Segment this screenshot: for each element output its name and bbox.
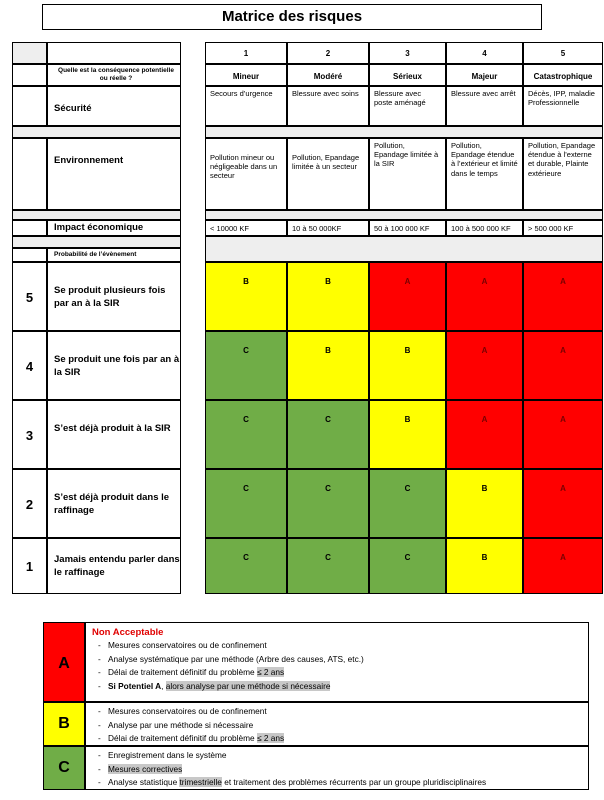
risk-cell: C: [369, 469, 446, 538]
risk-cell: B: [369, 331, 446, 400]
securite-value: Blessure avec arrêt: [446, 86, 523, 126]
impact-left: [12, 220, 47, 236]
matrix-row-label: S’est déjà produit dans le raffinage: [47, 469, 181, 538]
environnement-label: Environnement: [47, 138, 181, 210]
severity-level: Modéré: [287, 64, 369, 86]
corner-cell: [12, 42, 47, 64]
legend-c-item3-text: Analyse statistique: [108, 777, 180, 787]
impact-value: 100 à 500 000 KF: [446, 220, 523, 236]
question-left: [12, 64, 47, 86]
legend-a-item4-text: ,: [161, 680, 166, 691]
severity-number: 3: [369, 42, 446, 64]
legend-a-title: Non Acceptable: [92, 627, 164, 638]
legend-a-item: - Mesures conservatoires ou de confinement: [98, 639, 588, 653]
matrix-row-number: 4: [12, 331, 47, 400]
impact-label: Impact économique: [47, 220, 181, 236]
risk-cell: C: [287, 538, 369, 594]
impact-value: > 500 000 KF: [523, 220, 603, 236]
legend-c-box: [85, 746, 589, 790]
legend-a-item3-highlight: ≤ 2 ans: [256, 667, 285, 677]
matrix-row-label: S’est déjà produit à la SIR: [47, 400, 181, 469]
legend-c-item3-highlight: trimestrielle: [179, 777, 222, 787]
risk-cell: C: [369, 538, 446, 594]
legend-b-item: [98, 732, 588, 746]
severity-level: Majeur: [446, 64, 523, 86]
impact-value: 50 à 100 000 KF: [369, 220, 446, 236]
securite-value: Blessure avec poste aménagé: [369, 86, 446, 126]
environnement-value: Pollution, Epandage limitée à la SIR: [369, 138, 446, 210]
risk-cell: A: [369, 262, 446, 331]
legend-a-item: [98, 680, 588, 694]
legend-b-box: [85, 702, 589, 746]
severity-number: 2: [287, 42, 369, 64]
matrix-row-label: Se produit plusieurs fois par an à la SIR: [47, 262, 181, 331]
spacer-right-1: [205, 126, 603, 138]
spacer-left-1: [12, 126, 181, 138]
environnement-value: Pollution, Epandage étendue à l’externe et durable, Plainte extérieure: [523, 138, 603, 210]
matrix-row-number: 1: [12, 538, 47, 594]
risk-cell: B: [446, 469, 523, 538]
matrix-row-number: 5: [12, 262, 47, 331]
risk-cell: C: [205, 400, 287, 469]
impact-value: 10 à 50 000KF: [287, 220, 369, 236]
risk-cell: C: [205, 538, 287, 594]
legend-b-item3-highlight: ≤ 2 ans: [256, 733, 285, 743]
risk-cell: B: [287, 331, 369, 400]
risk-cell: A: [523, 538, 603, 594]
environnement-value: Pollution mineur ou négligeable dans un secteur: [205, 138, 287, 210]
risk-cell: A: [523, 400, 603, 469]
legend-a-letter: A: [43, 622, 85, 702]
legend-a-item4-bold: Si Potentiel A: [108, 680, 162, 691]
spacer-left-2: [12, 210, 181, 220]
legend-b-letter: B: [43, 702, 85, 746]
securite-value: Blessure avec soins: [287, 86, 369, 126]
environnement-left: [12, 138, 47, 210]
severity-number: 5: [523, 42, 603, 64]
environnement-value: Pollution, Epandage étendue à l’extérieur et limité dans le temps: [446, 138, 523, 210]
matrix-row-number: 3: [12, 400, 47, 469]
risk-cell: B: [369, 400, 446, 469]
severity-number: 4: [446, 42, 523, 64]
risk-cell: A: [523, 262, 603, 331]
risk-cell: C: [287, 400, 369, 469]
risk-cell: B: [287, 262, 369, 331]
matrix-row-label: Se produit une fois par an à la SIR: [47, 331, 181, 400]
severity-level: Mineur: [205, 64, 287, 86]
legend-a-item3-text: Délai de traitement définitif du problème: [108, 667, 257, 677]
severity-level: Sérieux: [369, 64, 446, 86]
legend-b-item: - Mesures conservatoires ou de confinement: [98, 705, 588, 719]
risk-cell: B: [446, 538, 523, 594]
spacer-left-3: [12, 236, 181, 248]
severity-number: 1: [205, 42, 287, 64]
legend-c-item3-text-end: et traitement des problèmes récurrents par un groupe pluridisciplinaires: [221, 777, 487, 787]
environnement-value: Pollution, Epandage limitée à un secteur: [287, 138, 369, 210]
severity-question: Quelle est la conséquence potentielle ou réelle ?: [47, 64, 181, 86]
legend-c-item: - Enregistrement dans le système: [98, 749, 588, 763]
legend-a-item: [98, 666, 588, 680]
legend-c-item: [98, 763, 588, 777]
risk-cell: C: [205, 331, 287, 400]
probability-label: Probabilité de l’évènement: [47, 248, 181, 262]
legend-c-item: [98, 776, 588, 790]
impact-value: < 10000 KF: [205, 220, 287, 236]
securite-left: [12, 86, 47, 126]
legend-c-item2-highlight: Mesures correctives: [108, 763, 183, 774]
legend-a-item4-highlight: alors analyse par une méthode si nécessaire: [165, 680, 331, 691]
page-title: Matrice des risques: [42, 4, 542, 30]
legend-a-box: [85, 622, 589, 702]
spacer-right-3: [205, 236, 603, 262]
risk-cell: A: [446, 331, 523, 400]
risk-cell: A: [523, 469, 603, 538]
securite-label: Sécurité: [47, 86, 181, 126]
securite-value: Secours d’urgence: [205, 86, 287, 126]
legend-b-item: - Analyse par une méthode si nécessaire: [98, 719, 588, 733]
legend-b-item3-text: Délai de traitement définitif du problème: [108, 733, 257, 743]
matrix-row-number: 2: [12, 469, 47, 538]
risk-cell: B: [205, 262, 287, 331]
securite-value: Décès, IPP, maladie Professionnelle: [523, 86, 603, 126]
matrix-row-label: Jamais entendu parler dans le raffinage: [47, 538, 181, 594]
risk-cell: A: [446, 400, 523, 469]
legend-c-letter: C: [43, 746, 85, 790]
risk-cell: A: [446, 262, 523, 331]
risk-cell: A: [523, 331, 603, 400]
spacer-right-2: [205, 210, 603, 220]
risk-cell: C: [287, 469, 369, 538]
probability-left: [12, 248, 47, 262]
risk-cell: C: [205, 469, 287, 538]
corner-header: [47, 42, 181, 64]
legend-a-item: - Analyse systématique par une méthode (Arbre des causes, ATS, etc.): [98, 653, 588, 667]
severity-level: Catastrophique: [523, 64, 603, 86]
